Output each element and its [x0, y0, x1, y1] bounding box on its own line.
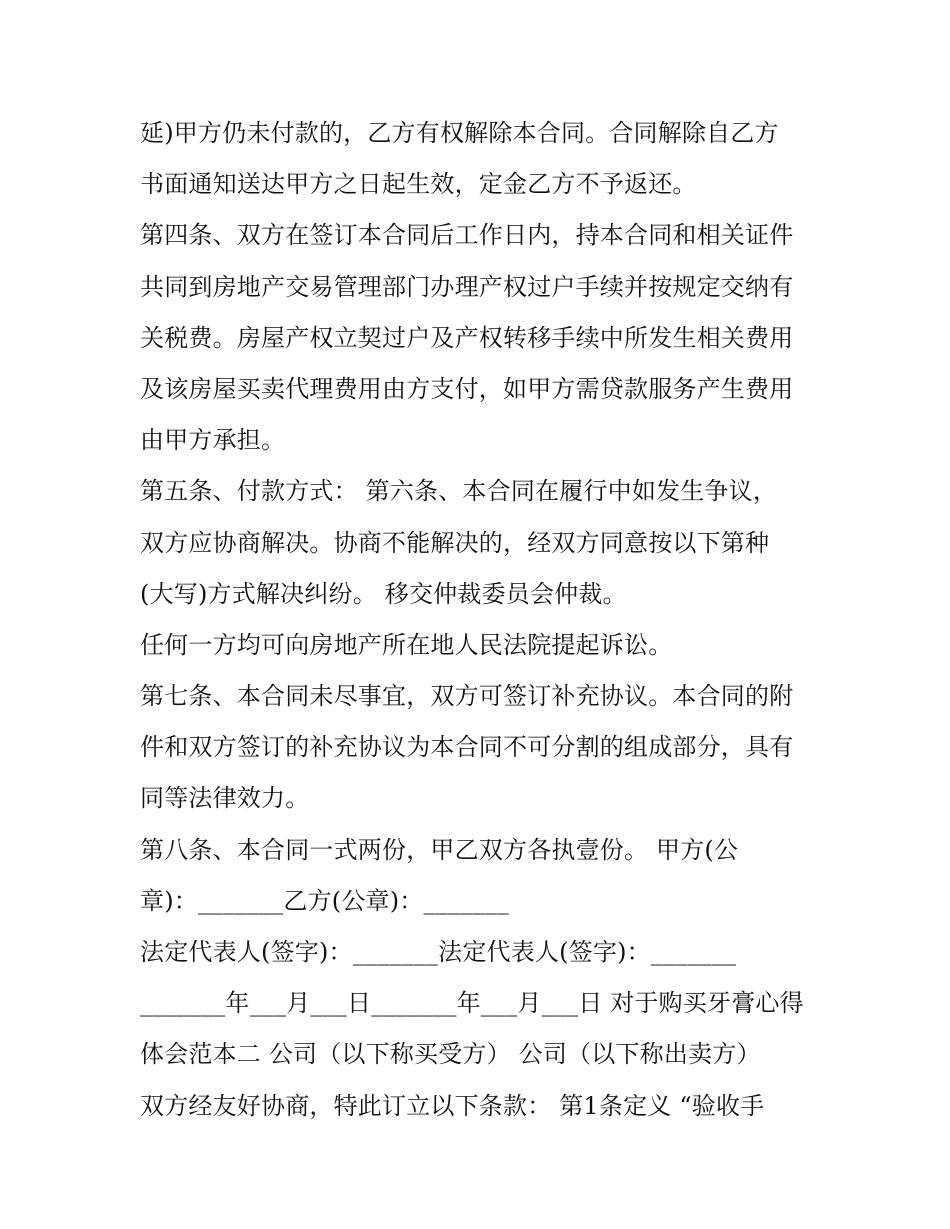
text-line: 书面通知送达甲方之日起生效，定金乙方不予返还。	[140, 170, 697, 199]
text-line: 件和双方签订的补充协议为本合同不可分割的组成部分，具有	[140, 733, 794, 762]
text-line: 章)：_______乙方(公章)：_______	[140, 886, 509, 915]
text-line: 双方经友好协商，特此订立以下条款： 第1条定义 “验收手	[140, 1091, 765, 1120]
text-line: 及该房屋买卖代理费用由方支付，如甲方需贷款服务产生费用	[140, 374, 794, 403]
document-body	[140, 108, 820, 1132]
text-line: (大写)方式解决纠纷。 移交仲裁委员会仲裁。	[140, 579, 627, 608]
text-line: 第四条、双方在签订本合同后工作日内，持本合同和相关证件	[140, 221, 794, 250]
text-line: 第五条、付款方式： 第六条、本合同在履行中如发生争议，	[140, 477, 778, 506]
text-line: 关税费。房屋产权立契过户及产权转移手续中所发生相关费用	[140, 323, 794, 352]
text-line: 同等法律效力。	[140, 784, 310, 813]
text-line: 共同到房地产交易管理部门办理产权过户手续并按规定交纳有	[140, 272, 794, 301]
text-line: 双方应协商解决。协商不能解决的，经双方同意按以下第种	[140, 528, 770, 557]
text-line: _______年___月___日_______年___月___日 对于购买牙膏心得	[140, 989, 804, 1018]
text-line: 第八条、本合同一式两份，甲乙双方各执壹份。 甲方(公	[140, 835, 739, 864]
text-line: 第七条、本合同未尽事宜，双方可签订补充协议。本合同的附	[140, 682, 794, 711]
text-line: 由甲方承担。	[140, 426, 286, 455]
text-line: 任何一方均可向房地产所在地人民法院提起诉讼。	[140, 630, 673, 659]
text-line: 延)甲方仍未付款的，乙方有权解除本合同。合同解除自乙方	[140, 119, 779, 147]
text-line: 体会范本二 公司（以下称买受方） 公司（以下称出卖方）	[140, 1040, 761, 1069]
text-line: 法定代表人(签字)：_______法定代表人(签字)：_______	[140, 938, 737, 966]
